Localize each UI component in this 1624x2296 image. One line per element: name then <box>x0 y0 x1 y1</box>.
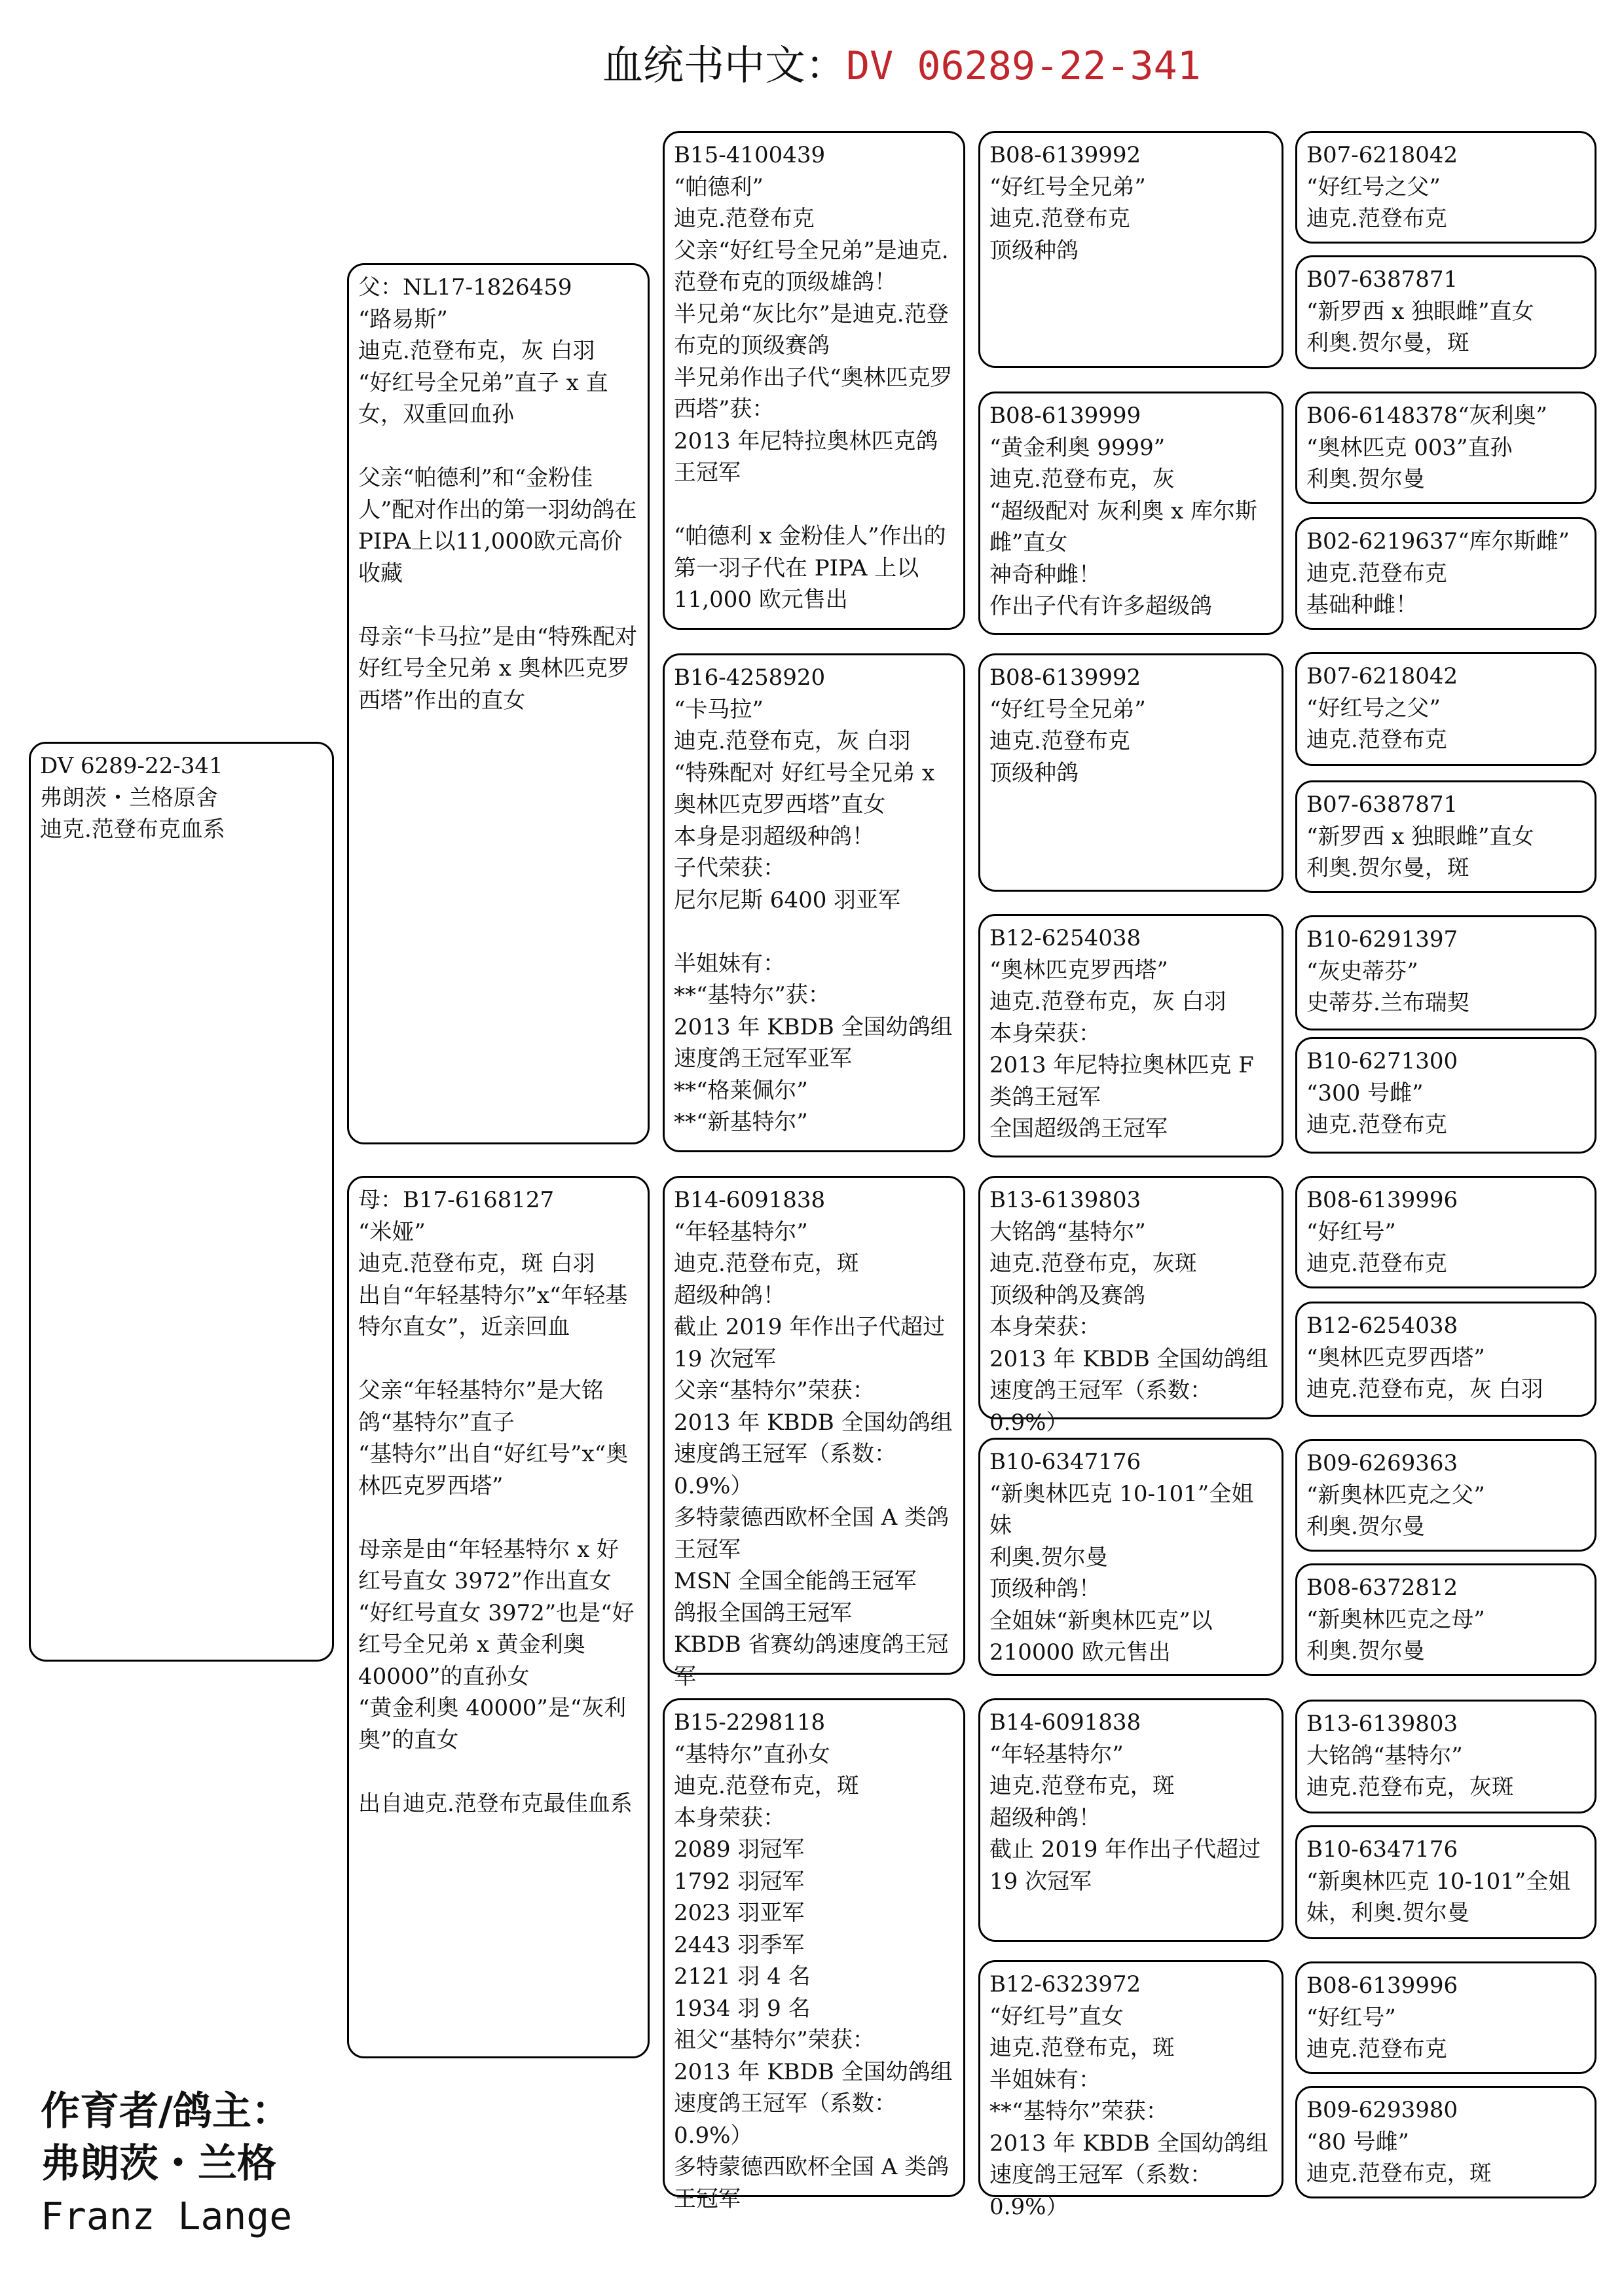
dam-card: 母：B17-6168127 “米娅” 迪克.范登布克，斑 白羽 出自“年轻基特尔”x“年轻基特尔直女”，近亲回血 父亲“年轻基特尔”是大铭鸽“基特尔”直子 “基特尔”出自“好红号”x“奥林匹克罗西塔” 母亲是由“年轻基特尔 x 好红号直女 3972”作出直女 “好红号直女 3972”也是“好红号全兄弟 x 黄金利奥 40000”的直孙女 “黄金利奥 40000”是“灰利奥”的直女 出自迪克.范登布克最佳血系 <box>347 1176 650 2058</box>
great-grandparent-card-2: B08-6139999 “黄金利奥 9999” 迪克.范登布克，灰 “超级配对 灰利奥 x 库尔斯雌”直女 神奇种雌！ 作出子代有许多超级鸽 <box>978 392 1283 635</box>
great-grandparent-card-4: B12-6254038 “奥林匹克罗西塔” 迪克.范登布克，灰 白羽 本身荣获： 2013 年尼特拉奥林匹克 F 类鸽王冠军 全国超级鸽王冠军 <box>978 914 1283 1157</box>
gg-grandparent-card-6: B07-6387871 “新罗西 x 独眼雌”直女 利奥.贺尔曼，斑 <box>1295 780 1596 893</box>
gg-grandparent-card-3: B06-6148378“灰利奥” “奥林匹克 003”直孙 利奥.贺尔曼 <box>1295 392 1596 504</box>
great-grandparent-card-3: B08-6139992 “好红号全兄弟” 迪克.范登布克 顶级种鸽 <box>978 653 1283 892</box>
gg-grandparent-card-16: B09-6293980 “80 号雌” 迪克.范登布克，斑 <box>1295 2086 1596 2198</box>
gg-grandparent-card-8: B10-6271300 “300 号雌” 迪克.范登布克 <box>1295 1037 1596 1154</box>
gg-grandparent-card-4: B02-6219637“库尔斯雌” 迪克.范登布克 基础种雌！ <box>1295 517 1596 630</box>
breeder-label: 作育者/鸽主： <box>41 2088 291 2134</box>
breeder-name-chinese: 弗朗茨・兰格 <box>41 2141 276 2187</box>
great-grandparent-card-6: B10-6347176 “新奥林匹克 10-101”全姐妹 利奥.贺尔曼 顶级种鸽！ 全姐妹“新奥林匹克”以 210000 欧元售出 <box>978 1438 1283 1676</box>
grandparent-card-sire-dam: B16-4258920 “卡马拉” 迪克.范登布克，灰 白羽 “特殊配对 好红号全兄弟 x 奥林匹克罗西塔”直女 本身是羽超级种鸽！ 子代荣获： 尼尔尼斯 6400 羽亚军 半姐妹有： **“基特尔”获： 2013 年 KBDB 全国幼鸽组速度鸽王冠军亚军 **“格莱佩尔” **“新基特尔” <box>663 653 965 1152</box>
page-title <box>602 33 1519 98</box>
grandparent-card-dam-dam: B15-2298118 “基特尔”直孙女 迪克.范登布克，斑 本身荣获： 2089 羽冠军 1792 羽冠军 2023 羽亚军 2443 羽季军 2121 羽 4 名 1934 羽 9 名 祖父“基特尔”荣获： 2013 年 KBDB 全国幼鸽组速度鸽王冠军（系数：0.9%） 多特蒙德西欧杯全国 A 类鸽王冠军 <box>663 1698 965 2197</box>
gg-grandparent-card-1: B07-6218042 “好红号之父” 迪克.范登布克 <box>1295 131 1596 244</box>
breeder-name-english: Franz Lange <box>41 2194 293 2238</box>
breeder-block <box>41 2085 434 2242</box>
gg-grandparent-card-14: B10-6347176 “新奥林匹克 10-101”全姐妹，利奥.贺尔曼 <box>1295 1825 1596 1939</box>
gg-grandparent-card-15: B08-6139996 “好红号” 迪克.范登布克 <box>1295 1961 1596 2074</box>
gg-grandparent-card-9: B08-6139996 “好红号” 迪克.范登布克 <box>1295 1176 1596 1288</box>
gg-grandparent-card-11: B09-6269363 “新奥林匹克之父” 利奥.贺尔曼 <box>1295 1439 1596 1552</box>
sire-card: 父：NL17-1826459 “路易斯” 迪克.范登布克，灰 白羽 “好红号全兄弟”直子 x 直女，双重回血孙 父亲“帕德利”和“金粉佳人”配对作出的第一羽幼鸽在PIPA上以11,000欧元高价收藏 母亲“卡马拉”是由“特殊配对 好红号全兄弟 x 奥林匹克罗西塔”作出的直女 <box>347 263 650 1144</box>
title-ring-number: DV 06289-22-341 <box>846 43 1201 89</box>
gg-grandparent-card-13: B13-6139803 大铭鸽“基特尔” 迪克.范登布克，灰斑 <box>1295 1700 1596 1813</box>
gg-grandparent-card-2: B07-6387871 “新罗西 x 独眼雌”直女 利奥.贺尔曼，斑 <box>1295 255 1596 369</box>
grandparent-card-dam-sire: B14-6091838 “年轻基特尔” 迪克.范登布克，斑 超级种鸽！ 截止 2019 年作出子代超过 19 次冠军 父亲“基特尔”荣获： 2013 年 KBDB 全国幼鸽组速度鸽王冠军（系数：0.9%） 多特蒙德西欧杯全国 A 类鸽王冠军 MSN 全国全能鸽王冠军 鸽报全国鸽王冠军 KBDB 省赛幼鸽速度鸽王冠军 <box>663 1176 965 1675</box>
great-grandparent-card-5: B13-6139803 大铭鸽“基特尔” 迪克.范登布克，灰斑 顶级种鸽及赛鸽 本身荣获： 2013 年 KBDB 全国幼鸽组速度鸽王冠军（系数：0.9%） <box>978 1176 1283 1419</box>
gg-grandparent-card-12: B08-6372812 “新奥林匹克之母” 利奥.贺尔曼 <box>1295 1563 1596 1676</box>
great-grandparent-card-1: B08-6139992 “好红号全兄弟” 迪克.范登布克 顶级种鸽 <box>978 131 1283 368</box>
grandparent-card-sire-sire: B15-4100439 “帕德利” 迪克.范登布克 父亲“好红号全兄弟”是迪克.范登布克的顶级雄鸽！ 半兄弟“灰比尔”是迪克.范登布克的顶级赛鸽 半兄弟作出子代“奥林匹克罗西塔”获： 2013 年尼特拉奥林匹克鸽王冠军 “帕德利 x 金粉佳人”作出的第一羽子代在 PIPA 上以 11,000 欧元售出 <box>663 131 965 630</box>
subject-card: DV 6289-22-341 弗朗茨・兰格原舍 迪克.范登布克血系 <box>29 742 334 1662</box>
gg-grandparent-card-7: B10-6291397 “灰史蒂芬” 史蒂芬.兰布瑞契 <box>1295 915 1596 1030</box>
gg-grandparent-card-5: B07-6218042 “好红号之父” 迪克.范登布克 <box>1295 652 1596 766</box>
great-grandparent-card-7: B14-6091838 “年轻基特尔” 迪克.范登布克，斑 超级种鸽！ 截止 2019 年作出子代超过 19 次冠军 <box>978 1698 1283 1942</box>
gg-grandparent-card-10: B12-6254038 “奥林匹克罗西塔” 迪克.范登布克，灰 白羽 <box>1295 1302 1596 1417</box>
title-prefix: 血统书中文： <box>602 41 847 89</box>
great-grandparent-card-8: B12-6323972 “好红号”直女 迪克.范登布克，斑 半姐妹有： **“基特尔”荣获： 2013 年 KBDB 全国幼鸽组速度鸽王冠军（系数：0.9%） <box>978 1960 1283 2197</box>
